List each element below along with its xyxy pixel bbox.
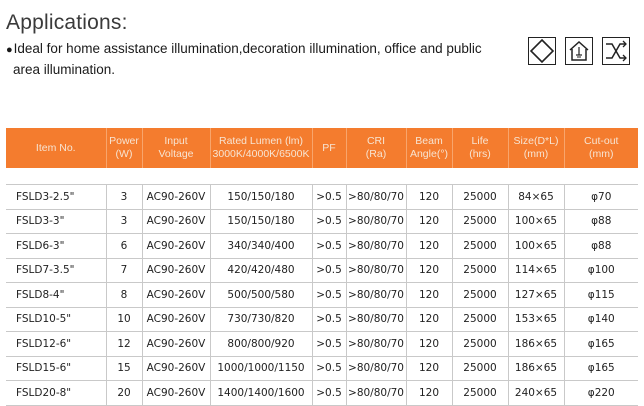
table-cell: FSLD12-6"	[6, 332, 106, 357]
table-cell: FSLD3-3"	[6, 209, 106, 234]
table-cell: 186×65	[508, 356, 564, 381]
column-header-line: Size(D*L)	[513, 135, 559, 147]
description-line-1	[6, 39, 506, 60]
column-header-line: CRI	[366, 135, 386, 147]
applications-description	[6, 39, 506, 79]
table-cell: 25000	[452, 381, 508, 406]
column-header	[210, 128, 312, 168]
table-row	[6, 283, 638, 308]
table-cell: FSLD15-6"	[6, 356, 106, 381]
table-cell: 186×65	[508, 332, 564, 357]
column-header-line: Power	[109, 135, 139, 147]
table-cell: φ88	[564, 234, 638, 259]
table-cell: 10	[106, 307, 142, 332]
table-cell: >0.5	[312, 185, 346, 210]
table-cell: FSLD8-4"	[6, 283, 106, 308]
description-line-2: area illumination.	[13, 62, 116, 77]
table-row	[6, 234, 638, 259]
table-cell: 800/800/920	[210, 332, 312, 357]
column-header	[142, 128, 210, 168]
table-cell: AC90-260V	[142, 307, 210, 332]
table-cell: 25000	[452, 185, 508, 210]
column-header-line: Angle(°)	[409, 148, 449, 160]
table-cell: 3	[106, 185, 142, 210]
column-header-line: (hrs)	[469, 148, 491, 160]
description-text-1: Ideal for home assistance illumination,decoration illumination, office and public	[13, 41, 482, 56]
table-cell: AC90-260V	[142, 332, 210, 357]
table-cell: FSLD10-5"	[6, 307, 106, 332]
table-cell: 25000	[452, 234, 508, 259]
table-cell: AC90-260V	[142, 258, 210, 283]
column-header-line: PF	[322, 141, 336, 154]
table-cell: AC90-260V	[142, 209, 210, 234]
table-cell: >80/80/70	[346, 234, 406, 259]
column-header	[452, 128, 508, 168]
table-row	[6, 307, 638, 332]
table-cell: 340/340/400	[210, 234, 312, 259]
table-cell: φ165	[564, 356, 638, 381]
table-cell: 7	[106, 258, 142, 283]
column-header	[564, 128, 638, 168]
table-cell: 730/730/820	[210, 307, 312, 332]
table-cell: 25000	[452, 283, 508, 308]
table-cell: 8	[106, 283, 142, 308]
table-cell: φ220	[564, 381, 638, 406]
table-row	[6, 209, 638, 234]
column-header-line: (mm)	[523, 148, 549, 160]
table-cell: 100×65	[508, 209, 564, 234]
table-cell: 120	[406, 234, 452, 259]
table-cell: >80/80/70	[346, 332, 406, 357]
table-cell: 120	[406, 185, 452, 210]
column-header-line: Cut-out	[584, 135, 619, 147]
page-title: Applications:	[6, 11, 128, 34]
column-header	[346, 128, 406, 168]
table-cell: 25000	[452, 209, 508, 234]
table-cell: 100×65	[508, 234, 564, 259]
table-cell: 150/150/180	[210, 185, 312, 210]
house-install-icon	[565, 37, 593, 65]
table-cell: φ140	[564, 307, 638, 332]
table-cell: >80/80/70	[346, 258, 406, 283]
table-cell: 25000	[452, 258, 508, 283]
table-cell: FSLD7-3.5"	[6, 258, 106, 283]
column-header	[6, 128, 106, 168]
table-cell: 1400/1400/1600	[210, 381, 312, 406]
table-cell: >80/80/70	[346, 381, 406, 406]
column-header-line: Item No.	[35, 141, 76, 154]
table-cell: 120	[406, 209, 452, 234]
column-header	[406, 128, 452, 168]
table-cell: >0.5	[312, 356, 346, 381]
table-cell: 127×65	[508, 283, 564, 308]
table-cell: 120	[406, 307, 452, 332]
table-cell: 1000/1000/1150	[210, 356, 312, 381]
table-cell: 120	[406, 258, 452, 283]
table-row	[6, 185, 638, 210]
table-cell: 25000	[452, 332, 508, 357]
column-header-line: (W)	[115, 148, 133, 160]
table-cell: >80/80/70	[346, 185, 406, 210]
table-cell: 25000	[452, 356, 508, 381]
table-cell: 15	[106, 356, 142, 381]
table-cell: φ70	[564, 185, 638, 210]
table-cell: 150/150/180	[210, 209, 312, 234]
column-header	[312, 128, 346, 168]
table-cell: 20	[106, 381, 142, 406]
column-header-line: 3000K/4000K/6500K	[212, 148, 310, 160]
indoor-diamond-icon	[528, 37, 556, 65]
column-header-line: (Ra)	[365, 148, 387, 160]
table-cell: 153×65	[508, 307, 564, 332]
table-cell: 114×65	[508, 258, 564, 283]
table-cell: 420/420/480	[210, 258, 312, 283]
table-cell: AC90-260V	[142, 185, 210, 210]
table-row	[6, 258, 638, 283]
table-cell: >0.5	[312, 234, 346, 259]
table-cell: φ115	[564, 283, 638, 308]
table-cell: >80/80/70	[346, 209, 406, 234]
column-header-line: Rated Lumen (lm)	[218, 135, 304, 147]
table-cell: 240×65	[508, 381, 564, 406]
application-icons	[528, 37, 630, 65]
table-cell: >0.5	[312, 381, 346, 406]
header-spacer	[6, 168, 638, 185]
column-header-line: Life	[471, 135, 489, 147]
table-cell: 120	[406, 381, 452, 406]
table-header-row	[6, 128, 638, 168]
table-cell: 120	[406, 356, 452, 381]
table-cell: 120	[406, 283, 452, 308]
table-row	[6, 332, 638, 357]
table-cell: FSLD20-8"	[6, 381, 106, 406]
column-header-line: Beam	[415, 135, 443, 147]
dimmable-arrow-icon	[602, 37, 630, 65]
table-cell: FSLD3-2.5"	[6, 185, 106, 210]
table-cell: >0.5	[312, 307, 346, 332]
table-cell: φ88	[564, 209, 638, 234]
column-header-line: (mm)	[589, 148, 614, 160]
table-cell: AC90-260V	[142, 381, 210, 406]
table-cell: 3	[106, 209, 142, 234]
table-cell: φ165	[564, 332, 638, 357]
product-spec-table	[6, 128, 638, 406]
table-cell: 120	[406, 332, 452, 357]
table-cell: AC90-260V	[142, 356, 210, 381]
table-cell: >0.5	[312, 332, 346, 357]
table-row	[6, 381, 638, 406]
column-header	[106, 128, 142, 168]
column-header-line: Voltage	[158, 148, 194, 160]
column-header-line: Input	[164, 135, 188, 147]
bullet-icon: ●	[6, 44, 13, 56]
table-cell: 84×65	[508, 185, 564, 210]
table-cell: >0.5	[312, 258, 346, 283]
table-cell: >0.5	[312, 209, 346, 234]
table-cell: 500/500/580	[210, 283, 312, 308]
column-header	[508, 128, 564, 168]
table-cell: AC90-260V	[142, 283, 210, 308]
table-cell: >0.5	[312, 283, 346, 308]
table-cell: AC90-260V	[142, 234, 210, 259]
table-cell: >80/80/70	[346, 283, 406, 308]
table-cell: φ100	[564, 258, 638, 283]
table-cell: >80/80/70	[346, 356, 406, 381]
table-row	[6, 356, 638, 381]
table-cell: 6	[106, 234, 142, 259]
table-cell: 25000	[452, 307, 508, 332]
table-cell: 12	[106, 332, 142, 357]
table-cell: FSLD6-3"	[6, 234, 106, 259]
table-cell: >80/80/70	[346, 307, 406, 332]
